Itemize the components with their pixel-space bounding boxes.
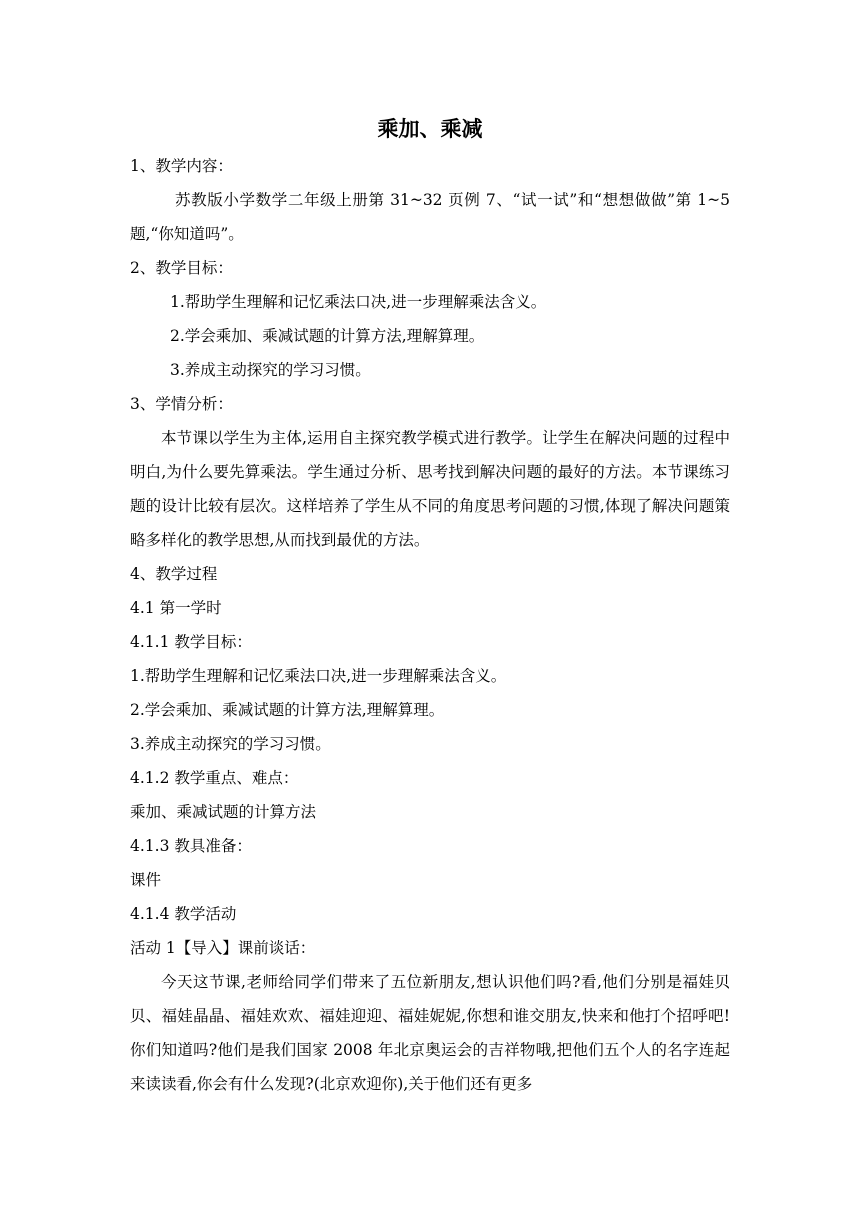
subsection-heading-teaching-activities: 4.1.4 教学活动 [130,905,237,923]
subsection-heading-teaching-aids: 4.1.3 教具准备： [130,837,252,855]
document-title: 乘加、乘减 [377,117,483,141]
subsection-heading-first-period: 4.1 第一学时 [130,599,222,617]
goal-line-2: 2.学会乘加、乘减试题的计算方法,理解算理。 [130,701,445,719]
teaching-aids-text: 课件 [130,871,162,889]
section-heading-teaching-goals: 2、教学目标： [130,259,233,277]
paragraph-learning-analysis: 本节课以学生为主体,运用自主探究教学模式进行教学。让学生在解决问题的过程中明白,为什么要先算乘法。学生通过分析、思考找到解决问题的最好的方法。本节课练习题的设计比较有层次。这样培养了学生从不同的角度思考问题的习惯,体现了解决问题策略多样化的教学思想,从而找到最优的方法。 [130,429,730,549]
goal-item-1: 1.帮助学生理解和记忆乘法口决,进一步理解乘法含义。 [170,293,547,311]
section-heading-teaching-content: 1、教学内容： [130,157,233,175]
section-heading-learning-analysis: 3、学情分析： [130,395,233,413]
subsection-heading-key-points: 4.1.2 教学重点、难点： [130,769,299,787]
activity-1-heading: 活动 1【导入】课前谈话： [130,939,316,957]
goal-item-3: 3.养成主动探究的学习习惯。 [170,361,371,379]
paragraph-teaching-content: 苏教版小学数学二年级上册第 31~32 页例 7、“试一试”和“想想做做”第 1~5 题,“你知道吗”。 [130,191,730,243]
subsection-heading-teaching-goals: 4.1.1 教学目标： [130,633,252,651]
goal-line-1: 1.帮助学生理解和记忆乘法口决,进一步理解乘法含义。 [130,667,507,685]
key-points-text: 乘加、乘减试题的计算方法 [130,803,317,821]
goal-item-2: 2.学会乘加、乘减试题的计算方法,理解算理。 [170,327,485,345]
goal-line-3: 3.养成主动探究的学习习惯。 [130,735,331,753]
paragraph-activity-1: 今天这节课,老师给同学们带来了五位新朋友,想认识他们吗?看,他们分别是福娃贝贝、福娃晶晶、福娃欢欢、福娃迎迎、福娃妮妮,你想和谁交朋友,快来和他打个招呼吧!你们知道吗?他们是我们国家 2008 年北京奥运会的吉祥物哦,把他们五个人的名字连起来读读看,你会有什么发现?(北京欢迎你),关于他们还有更多 [130,973,730,1093]
document-body [130,113,730,1101]
section-heading-teaching-process: 4、教学过程 [130,565,218,583]
